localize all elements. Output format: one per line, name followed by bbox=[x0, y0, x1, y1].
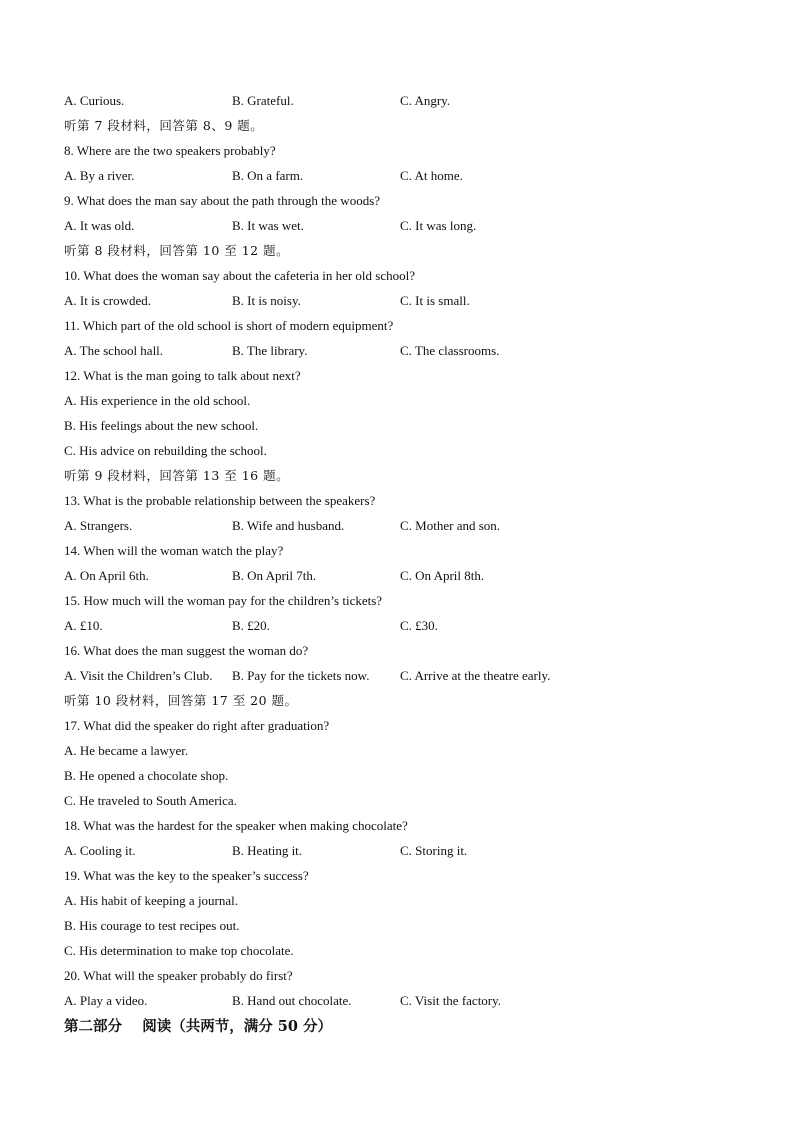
exam-page bbox=[64, 88, 744, 1041]
part-2-heading: 第二部分 阅读（共两节，满分 50 分） bbox=[64, 1018, 332, 1035]
q14-question: 14. When will the woman watch the play? bbox=[64, 543, 284, 558]
q18-option-c: C. Storing it. bbox=[400, 843, 468, 858]
q10-option-c: C. It is small. bbox=[400, 293, 470, 308]
q19-option-a: A. His habit of keeping a journal. bbox=[64, 893, 239, 908]
q18-options bbox=[64, 838, 744, 863]
q11-option-b: B. The library. bbox=[232, 343, 308, 358]
q16-option-b: B. Pay for the tickets now. bbox=[232, 668, 370, 683]
q9-option-b: B. It was wet. bbox=[232, 218, 304, 233]
q13-option-a: A. Strangers. bbox=[64, 518, 133, 533]
q10-question: 10. What does the woman say about the cafeteria in her old school? bbox=[64, 268, 416, 283]
q7-option-b: B. Grateful. bbox=[232, 93, 294, 108]
q12-option-c: C. His advice on rebuilding the school. bbox=[64, 443, 267, 458]
q14-option-c: C. On April 8th. bbox=[400, 568, 485, 583]
q15-option-b: B. £20. bbox=[232, 618, 270, 633]
section-9-instruction: 听第 9 段材料，回答第 13 至 16 题。 bbox=[64, 468, 290, 483]
q12-option-b: B. His feelings about the new school. bbox=[64, 418, 259, 433]
q10-option-a: A. It is crowded. bbox=[64, 293, 152, 308]
q17-question: 17. What did the speaker do right after graduation? bbox=[64, 718, 330, 733]
q17-option-a: A. He became a lawyer. bbox=[64, 743, 189, 758]
q7-option-c: C. Angry. bbox=[400, 93, 451, 108]
q11-options bbox=[64, 338, 744, 363]
q18-option-a: A. Cooling it. bbox=[64, 843, 136, 858]
q10-option-b: B. It is noisy. bbox=[232, 293, 301, 308]
q12-question: 12. What is the man going to talk about next? bbox=[64, 368, 301, 383]
q17-option-b: B. He opened a chocolate shop. bbox=[64, 768, 229, 783]
q20-options bbox=[64, 988, 744, 1013]
q7-options bbox=[64, 88, 744, 113]
q18-option-b: B. Heating it. bbox=[232, 843, 303, 858]
q8-option-a: A. By a river. bbox=[64, 168, 135, 183]
q16-option-a: A. Visit the Children’s Club. bbox=[64, 668, 213, 683]
q13-options bbox=[64, 513, 744, 538]
q16-question: 16. What does the man suggest the woman do? bbox=[64, 643, 309, 658]
q8-option-c: C. At home. bbox=[400, 168, 463, 183]
q13-option-b: B. Wife and husband. bbox=[232, 518, 345, 533]
q15-option-c: C. £30. bbox=[400, 618, 438, 633]
q20-question: 20. What will the speaker probably do first? bbox=[64, 968, 293, 983]
q11-option-c: C. The classrooms. bbox=[400, 343, 500, 358]
q11-question: 11. Which part of the old school is short of modern equipment? bbox=[64, 318, 394, 333]
q15-options bbox=[64, 613, 744, 638]
q9-options bbox=[64, 213, 744, 238]
section-7-instruction: 听第 7 段材料，回答第 8、9 题。 bbox=[64, 118, 264, 133]
q16-options bbox=[64, 663, 744, 688]
q13-question: 13. What is the probable relationship between the speakers? bbox=[64, 493, 376, 508]
q19-option-b: B. His courage to test recipes out. bbox=[64, 918, 240, 933]
q8-option-b: B. On a farm. bbox=[232, 168, 304, 183]
q9-option-a: A. It was old. bbox=[64, 218, 135, 233]
q7-option-a: A. Curious. bbox=[64, 93, 125, 108]
q16-option-c: C. Arrive at the theatre early. bbox=[400, 668, 551, 683]
q9-question: 9. What does the man say about the path through the woods? bbox=[64, 193, 381, 208]
q19-question: 19. What was the key to the speaker’s success? bbox=[64, 868, 309, 883]
q8-question: 8. Where are the two speakers probably? bbox=[64, 143, 276, 158]
q15-option-a: A. £10. bbox=[64, 618, 103, 633]
section-8-instruction: 听第 8 段材料，回答第 10 至 12 题。 bbox=[64, 243, 290, 258]
q11-option-a: A. The school hall. bbox=[64, 343, 164, 358]
q13-option-c: C. Mother and son. bbox=[400, 518, 501, 533]
q20-option-b: B. Hand out chocolate. bbox=[232, 993, 352, 1008]
q12-option-a: A. His experience in the old school. bbox=[64, 393, 251, 408]
q18-question: 18. What was the hardest for the speaker when making chocolate? bbox=[64, 818, 408, 833]
q19-option-c: C. His determination to make top chocolate. bbox=[64, 943, 294, 958]
q14-option-b: B. On April 7th. bbox=[232, 568, 317, 583]
q8-options bbox=[64, 163, 744, 188]
q17-option-c: C. He traveled to South America. bbox=[64, 793, 237, 808]
q9-option-c: C. It was long. bbox=[400, 218, 477, 233]
q15-question: 15. How much will the woman pay for the children’s tickets? bbox=[64, 593, 383, 608]
q20-option-c: C. Visit the factory. bbox=[400, 993, 502, 1008]
q10-options bbox=[64, 288, 744, 313]
q20-option-a: A. Play a video. bbox=[64, 993, 148, 1008]
q14-option-a: A. On April 6th. bbox=[64, 568, 149, 583]
q14-options bbox=[64, 563, 744, 588]
section-10-instruction: 听第 10 段材料，回答第 17 至 20 题。 bbox=[64, 693, 298, 708]
